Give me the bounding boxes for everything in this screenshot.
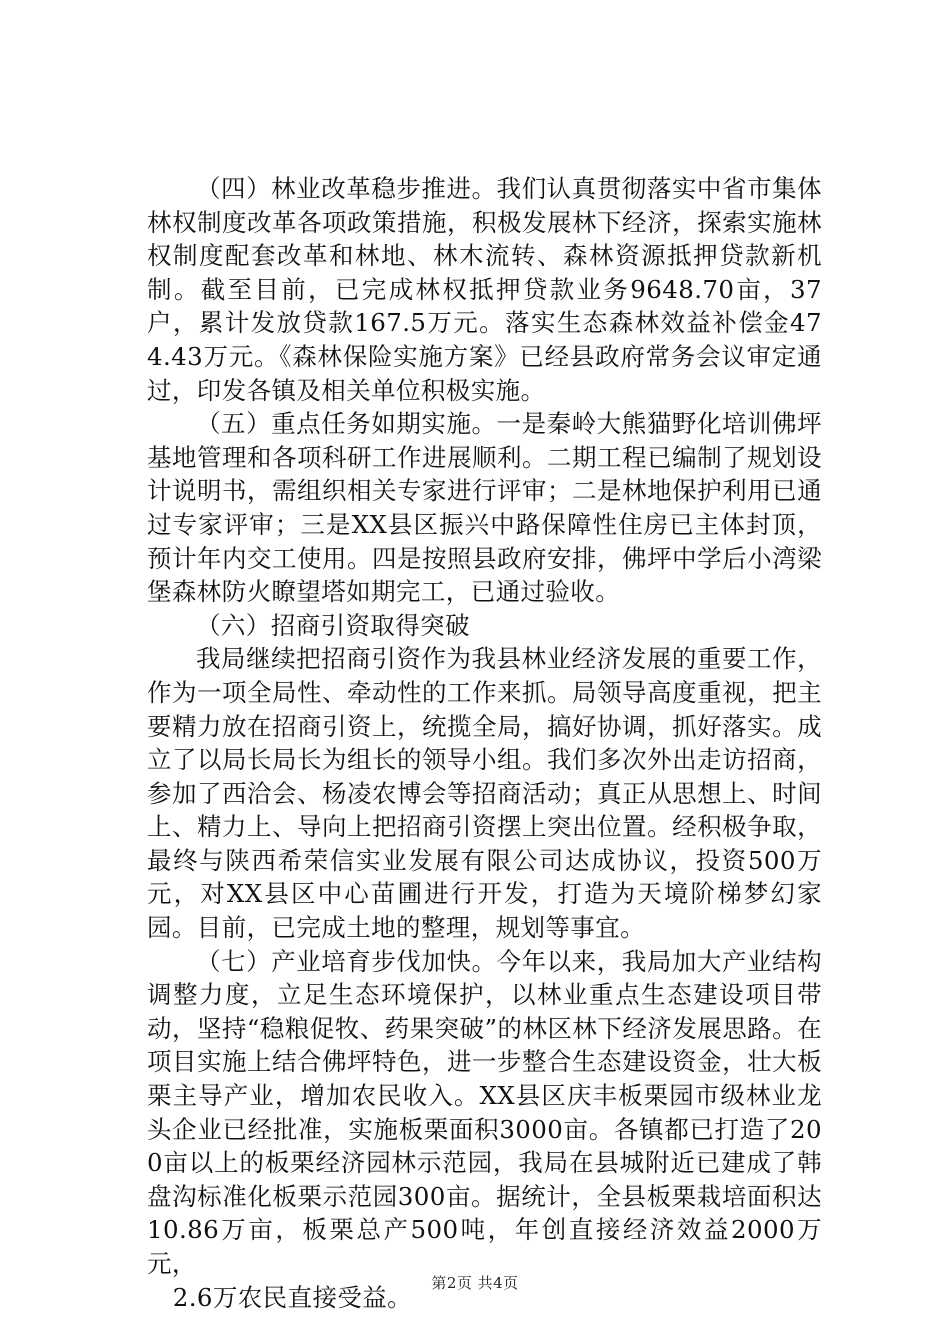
paragraph-beneficiaries: 2.6万农民直接受益。 — [172, 1282, 413, 1312]
paragraph-investment: 我局继续把招商引资作为我县林业经济发展的重要工作，作为一项全局性、牵动性的工作来抓。局领导高度重视，把主要精力放在招商引资上，统揽全局，搞好协调，抓好落实。成立了以局长局长为组长的领导小组。我们多次外出走访招商，参加了西洽会、杨凌农博会等招商活动；真正从思想上、时间上、精力上、导向上把招商引资摆上突出位置。经积极争取，最终与陕西希荣信实业发展有限公司达成协议，投资500万元，对XX县区中心苗圃进行开发，打造为天境阶梯梦幻家园。目前，已完成土地的整理，规划等事宜。 — [147, 644, 822, 943]
paragraph-key-tasks: （五）重点任务如期实施。一是秦岭大熊猫野化培训佛坪基地管理和各项科研工作进展顺利。二期工程已编制了规划设计说明书，需组织相关专家进行评审；二是林地保护利用已通过专家评审；三是XX县区振兴中路保障性住房已主体封顶，预计年内交工使用。四是按照县政府安排，佛坪中学后小湾梁堡森林防火瞭望塔如期完工，已通过验收。 — [147, 409, 822, 607]
paragraph-industry-cultivation: （七）产业培育步伐加快。今年以来，我局加大产业结构调整力度，立足生态环境保护，以林业重点生态建设项目带动，坚持“稳粮促牧、药果突破”的林区林下经济发展思路。在项目实施上结合佛坪特色，进一步整合生态建设资金，壮大板栗主导产业，增加农民收入。XX县区庆丰板栗园市级林业龙头企业已经批准，实施板栗面积3000亩。各镇都已打造了200亩以上的板栗经济园林示范园，我局在县城附近已建成了韩盘沟标准化板栗示范园300亩。据统计，全县板栗栽培面积达10.86万亩，板栗总产500吨，年创直接经济效益2000万元， — [147, 946, 822, 1278]
section-heading-investment: （六）招商引资取得突破 — [196, 610, 470, 640]
page-number-footer: 第2页 共4页 — [431, 1274, 519, 1292]
document-body — [147, 172, 822, 1314]
paragraph-forestry-reform: （四）林业改革稳步推进。我们认真贯彻落实中省市集体林权制度改革各项政策措施，积极发展林下经济，探索实施林权制度配套改革和林地、林木流转、森林资源抵押贷款新机制。截至目前，已完成林权抵押贷款业务9648.70亩，37户，累计发放贷款167.5万元。落实生态森林效益补偿金474.43万元。《森林保险实施方案》已经县政府常务会议审定通过，印发各镇及相关单位积极实施。 — [147, 174, 822, 405]
